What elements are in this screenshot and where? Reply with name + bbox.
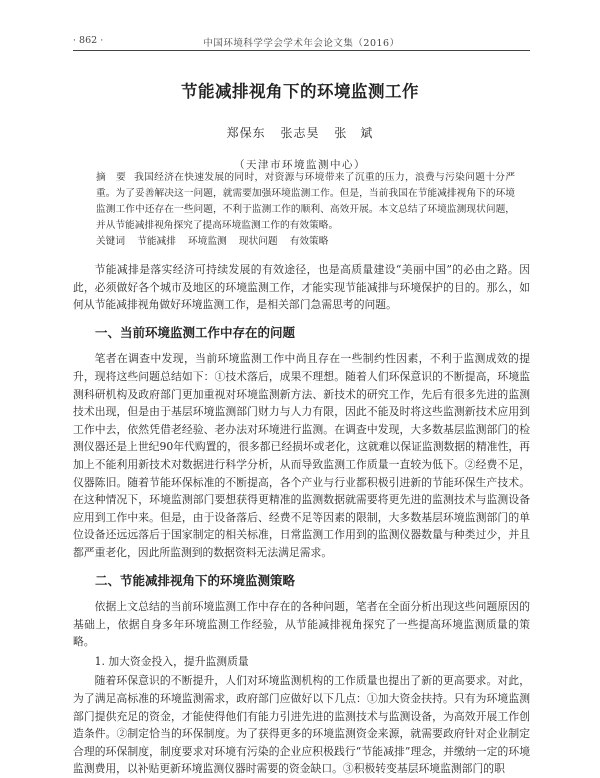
journal-title: 中国环境科学学会学术年会论文集（2016） [203, 38, 400, 49]
keyword: 节能减排 [137, 236, 176, 247]
intro-paragraph: 节能减排是落实经济可持续发展的有效途径，也是高质量建设“美丽中国”的必由之路。因此，必须做好各个城市及地区的环境监测工作，才能实现节能减排与环境保护的目的。那么，如何从节能减排视角做好环境监测工作，是相关部门急需思考的问题。 [73, 263, 530, 312]
running-header [73, 33, 530, 51]
author: 张 斌 [334, 126, 374, 140]
paper-title: 节能减排视角下的环境监测工作 [181, 82, 419, 101]
keywords [96, 234, 515, 250]
section-heading: 二、节能减排视角下的环境监测策略 [95, 572, 296, 588]
keyword: 现状问题 [238, 236, 278, 247]
subsection-heading: 1. 加大资金投入，提升监测质量 [94, 654, 249, 668]
paragraph: 随着环保意识的不断提升，人们对环境监测机构的工作质量也提出了新的更高要求。对此，为了满足高标准的环境监测需求，政府部门应做好以下几点：①加大资金扶持。只有为环境监测部门提供充足的资金，才能使得他们有能力引进先进的监测技术与监测设备，为高效开展工作创造条件。②制定恰当的环保制度。为了获得更多的环境监测资金来源，就需要政府针对企业制定合理的环保制度，制度要求对环境有污染的企业应积极践行“节能减排”理念，并缴纳一定的环境监测费用，以补贴更新环境监测仪器时需要的资金缺口。③积极转变基层环境监测部门的职 [73, 674, 530, 776]
author-list [0, 124, 600, 141]
paragraph: 依据上文总结的当前环境监测工作中存在的各种问题，笔者在全面分析出现这些问题原因的基础上，依据自身多年环境监测工作经验，从节能减排视角探究了一些提高环境监测质量的策略。 [73, 600, 530, 649]
keyword: 环境监测 [188, 236, 227, 247]
abstract-text: 我国经济在快速发展的同时，对资源与环境带来了沉重的压力，浪费与污染问题十分严重。为了妥善解决这一问题，就需要加强环境监测工作。但是，当前我国在节能减排视角下的环境监测工作中还存在一些问题，不利于监测工作的顺利、高效开展。本文总结了环境监测现状问题，并从节能减排视角探究了提高环境监测工作的有效策略。 [96, 172, 516, 231]
author: 张志昊 [280, 126, 320, 140]
paragraph: 笔者在调查中发现，当前环境监测工作中尚且存在一些制约性因素，不利于监测成效的提升，现将这些问题总结如下：①技术落后，成果不理想。随着人们环保意识的不断提高，环境监测科研机构及政府部门更加重视对环境监测新方法、新技术的研究工作，先后有很多先进的监测技术出现，但是由于基层环境监测部门财力与人力有限，因此不能及时将这些监测新技术应用到工作中去，依然凭借老经验、老办法对环境进行监测。在调查中发现，大多数基层监测部门的检测仪器还是上世纪90年代购置的，很多都已经损坏或老化，这就难以保证监测数据的精准性，再加上不能利用新技术对数据进行科学分析，从而导致监测工作质量一直较为低下。②经费不足，仪器陈旧。随着节能环保标准的不断提高，各个产业与行业都积极引进新的节能环保生产技术。在这种情况下，环境监测部门要想获得更精准的监测数据就需要将更先进的监测技术与监测设备应用到工作中来。但是，由于设备落后、经费不足等因素的限制，大多数基层环境监测部门的单位设备还远远落后于国家制定的相关标准，日常监测工作用到的监测仪器数量与种类过少，并且都严重老化，因此所监测到的数据资料无法满足需求。 [73, 352, 530, 559]
body-text [73, 261, 530, 778]
author: 郑保东 [226, 126, 266, 140]
keyword: 有效策略 [289, 236, 329, 247]
section-heading: 一、当前环境监测工作中存在的问题 [95, 324, 296, 340]
page-number: · 862 · [73, 35, 104, 46]
abstract [96, 170, 515, 250]
affiliation: （天津市环境监测中心） [234, 159, 366, 171]
abstract-label: 摘 要 [96, 172, 127, 183]
keywords-label: 关键词 [96, 236, 126, 247]
